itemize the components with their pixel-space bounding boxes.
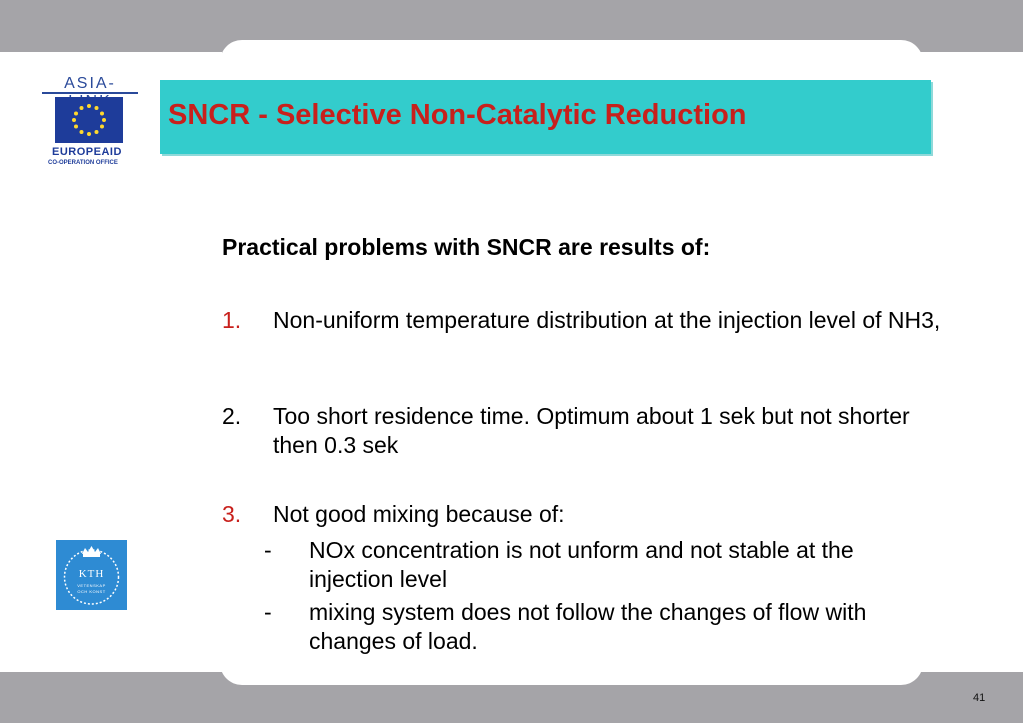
list-item-number: 3. (222, 501, 242, 527)
slide-title: SNCR - Selective Non-Catalytic Reduction (168, 99, 747, 131)
sub-list-text: mixing system does not follow the changes of flow with changes of load. (309, 599, 867, 654)
sub-list-bullet: - (264, 537, 272, 563)
list-item-number: 1. (222, 307, 242, 333)
sub-list-text: NOx concentration is not unform and not stable at the injection level (309, 537, 854, 592)
europeaid-text: EUROPEAID (52, 146, 122, 158)
kth-name: KTH (78, 568, 105, 580)
list-item-text: Too short residence time. Optimum about 1 sek but not shorter then 0.3 sek (273, 403, 910, 458)
asia-link-wordmark: ASIA- (64, 75, 116, 92)
intro-text: Practical problems with SNCR are results of: (222, 234, 711, 260)
kth-logo (56, 540, 127, 610)
title-bar (160, 80, 931, 154)
list-item-text: Non-uniform temperature distribution at the injection level of NH3, (273, 307, 941, 333)
page-number: 41 (973, 692, 986, 704)
kth-motto-line1: VETENSKAP (77, 583, 106, 588)
cooperation-office-text: CO-OPERATION OFFICE (48, 160, 118, 166)
list-item-number: 2. (222, 403, 242, 429)
list-item-text: Not good mixing because of: (273, 501, 565, 527)
sub-list-bullet: - (264, 599, 272, 625)
eu-flag-icon (55, 97, 123, 143)
asia-link-underline (42, 92, 138, 94)
kth-motto-line2: OCH KONST (77, 589, 106, 594)
asia-link-logo (40, 70, 140, 170)
